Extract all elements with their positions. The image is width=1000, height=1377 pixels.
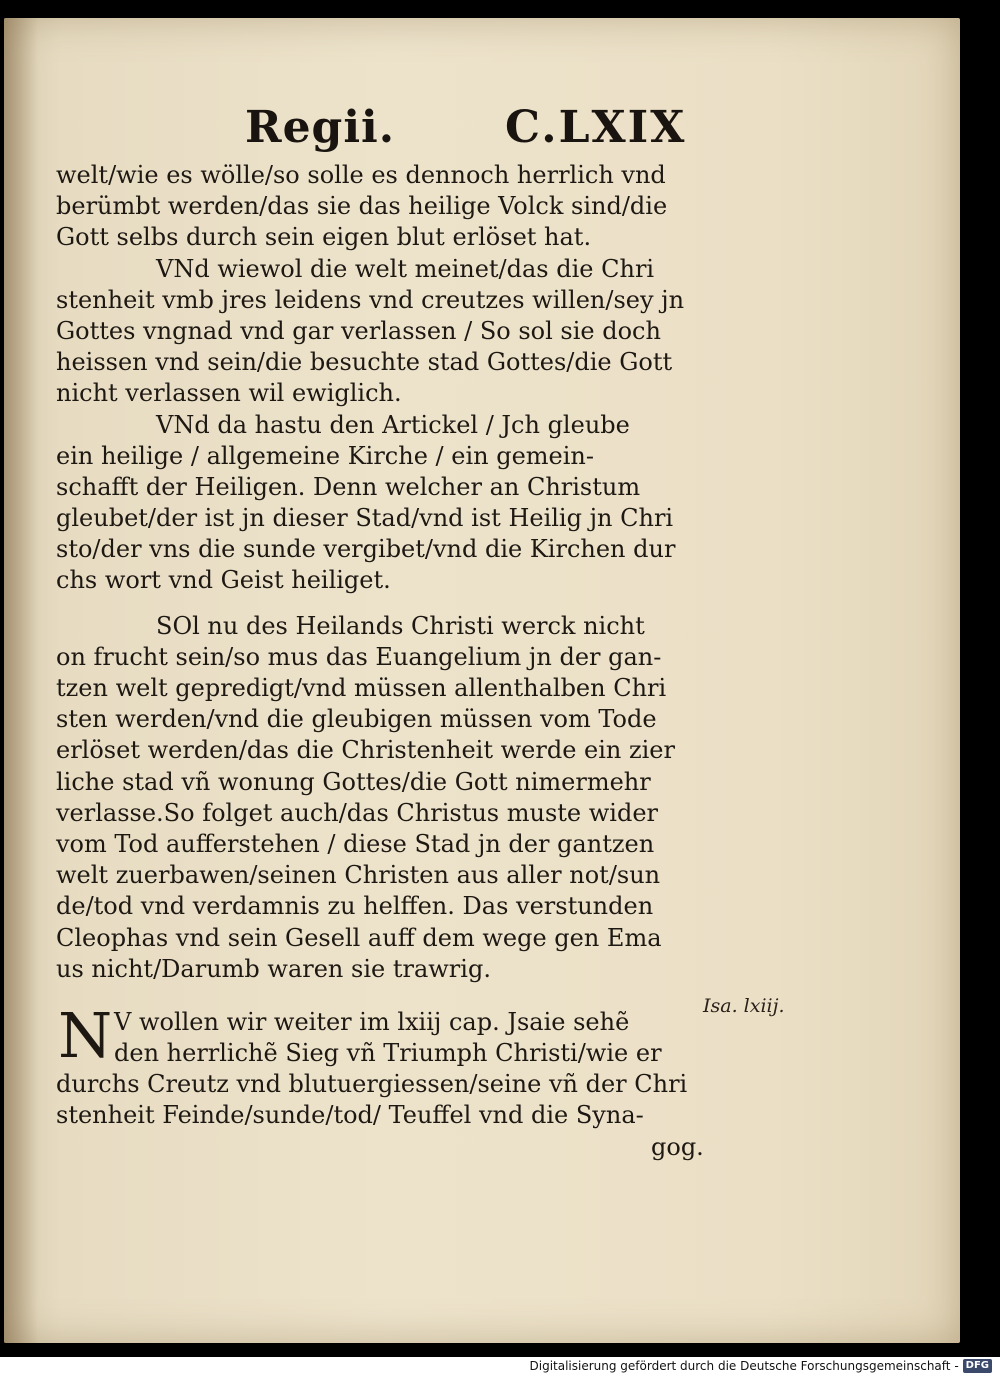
text-line: welt/wie es wölle/so solle es dennoch herrlich vnd [56,161,666,189]
text-line: vom Tod aufferstehen / diese Stad jn der gantzen [56,829,655,858]
text-line: Cleophas vnd sein Gesell auff dem wege gen Ema [56,923,662,952]
text-line: liche stad vñ wonung Gottes/die Gott nimermehr [56,767,651,796]
dfg-logo-icon: DFG [963,1359,992,1373]
page-header [245,102,715,162]
dropcap-paragraph [56,998,716,1163]
text-line: de/tod vnd verdamnis zu helffen. Das verstunden [56,892,654,921]
digitization-footer [530,1357,993,1375]
text-line: ein heilige / allgemeine Kirche / ein gemein- [56,441,594,470]
marginal-note: Isa. lxiij. [703,995,785,1017]
folio-number: C.LXIX [505,102,687,153]
text-line: erlöset werden/das die Christenheit werde ein zier [56,736,675,765]
text-line: chs wort vnd Geist heiliget. [56,566,391,595]
text-line: stenheit vmb jres leidens vnd creutzes willen/sey jn [56,285,685,314]
catchword: gog. [651,1132,704,1161]
body-text [56,160,716,1163]
text-line: VNd da hastu den Artickel / Jch gleube [156,410,630,439]
dropcap-letter: N [58,998,113,1072]
text-line: Gottes vngnad vnd gar verlassen / So sol sie doch [56,316,661,345]
text-line: VNd wiewol die welt meinet/das die Chri [156,254,655,283]
text-line: sten werden/vnd die gleubigen müssen vom Tode [56,705,657,734]
text-line: verlasse.So folget auch/das Christus muste wider [56,798,659,827]
text-line: us nicht/Darumb waren sie trawrig. [56,954,491,983]
text-line: heissen vnd sein/die besuchte stad Gottes/die Gott [56,348,673,377]
text-line: berümbt werden/das sie das heilige Volck sind/die [56,192,668,221]
text-line: welt zuerbawen/seinen Christen aus aller not/sun [56,861,661,890]
text-line: nicht verlassen wil ewiglich. [56,379,402,408]
text-line: schafft der Heiligen. Denn welcher an Christum [56,472,641,501]
text-line: gleubet/der ist jn dieser Stad/vnd ist Heilig jn Chri [56,504,674,533]
text-line: on frucht sein/so mus das Euangelium jn der gan- [56,642,662,671]
text-line: durchs Creutz vnd blutuergiessen/seine vñ der Chri [56,1070,688,1099]
running-head: Regii. [245,102,396,153]
text-line: Gott selbs durch sein eigen blut erlöset hat. [56,223,592,252]
text-line: stenheit Feinde/sunde/tod/ Teuffel vnd die Syna- [56,1101,644,1130]
text-line: SOl nu des Heilands Christi werck nicht [156,611,645,640]
funding-credit: Digitalisierung gefördert durch die Deutsche Forschungsgemeinschaft - [529,1359,959,1373]
text-line: V wollen wir weiter im lxiij cap. Jsaie sehẽ [114,1007,630,1036]
text-line: den herrlichẽ Sieg vñ Triumph Christi/wie er [114,1039,662,1068]
page-gutter-shadow [4,18,38,1343]
text-line: sto/der vns die sunde vergibet/vnd die Kirchen dur [56,535,676,564]
text-line: tzen welt gepredigt/vnd müssen allenthalben Chri [56,674,667,702]
